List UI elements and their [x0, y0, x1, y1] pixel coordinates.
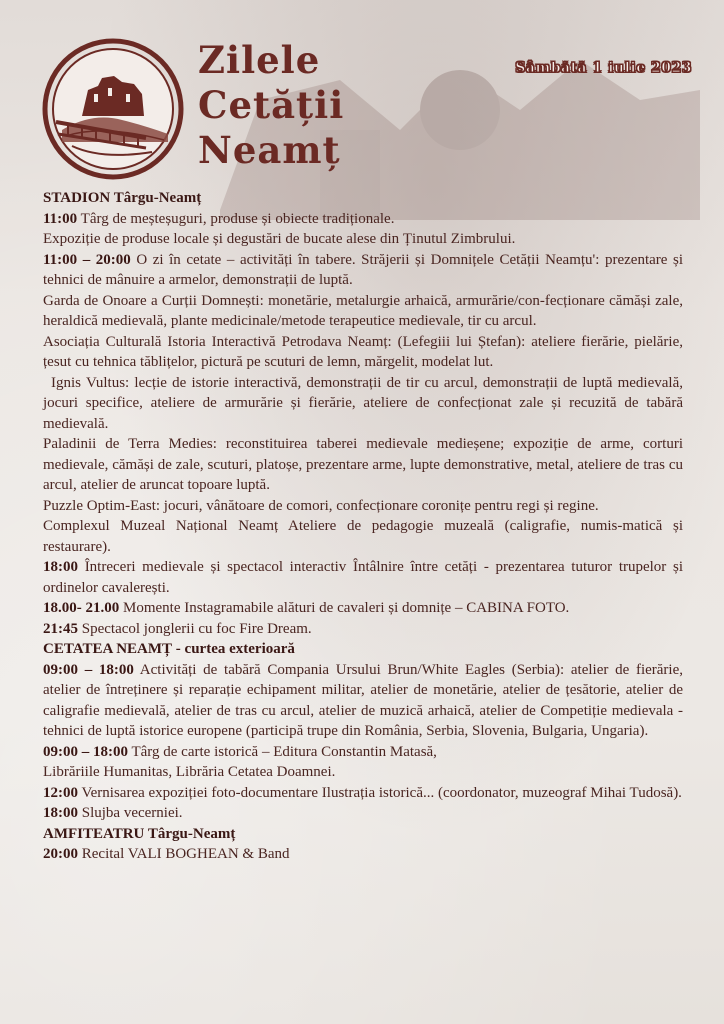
- program-description: Târg de meșteșuguri, produse și obiecte tradiționale.: [77, 210, 395, 227]
- program-description: Garda de Onoare a Curții Domnești: monetărie, metalurgie arhaică, armurărie/con-fecționare cămăși zale, heraldică medievală, plante medicinale/metode terapeutice medievale, tir cu arcul.: [43, 292, 683, 329]
- program-item: [43, 803, 683, 824]
- program-description: Puzzle Optim-East: jocuri, vânătoare de comori, confecționare coronițe pentru regi și regine.: [43, 497, 599, 514]
- program-list: [43, 188, 683, 865]
- program-item: [43, 557, 683, 598]
- program-time: 18.00- 21.00: [43, 600, 120, 616]
- program-description: Târg de carte istorică – Editura Constantin Matasă,: [128, 743, 437, 760]
- title-line-2: Cetății: [198, 83, 345, 127]
- program-description: Paladinii de Terra Medies: reconstituirea taberei medievale medieșene; expoziție de arme, corturi medievale, cămăși de zale, scuturi, platoșe, prezentare arme, lupte demonstrative, metal, ateliere de tras cu arcul, atelier de aruncat topoare luptă.: [43, 436, 683, 493]
- program-item: [43, 434, 683, 496]
- program-item: [43, 762, 683, 783]
- title-line-1: Zilele: [198, 38, 321, 82]
- program-description: Ignis Vultus: lecție de istorie interactivă, demonstrații de tir cu arcul, demonstrații de luptă medievală, jocuri specifice, ateliere de armurărie și fierărie, ateliere de confecționat zale și recuzită de tabără medievală.: [43, 374, 683, 432]
- event-date: Sâmbătă 1 iulie 2023: [515, 60, 692, 76]
- program-item: [43, 373, 683, 435]
- program-time: 11:00 – 20:00: [43, 251, 131, 268]
- fortress-emblem-icon: [42, 38, 184, 180]
- program-description: Vernisarea expoziției foto-documentare Ilustrația istorică... (coordonator, muzeograf Mihai Tudosă).: [78, 784, 682, 801]
- program-time: 11:00: [43, 210, 78, 227]
- program-item: [43, 332, 683, 373]
- section-heading: CETATEA NEAMȚ - curtea exterioară: [43, 641, 295, 657]
- program-item: [43, 496, 683, 517]
- section-heading: AMFITEATRU Târgu-Neamț: [43, 825, 236, 842]
- program-description: Momente Instagramabile alături de cavaleri și domnițe – CABINA FOTO.: [119, 600, 570, 616]
- program-description: Slujba vecerniei.: [78, 805, 183, 821]
- program-item: [43, 229, 683, 250]
- program-description: Recital VALI BOGHEAN & Band: [78, 846, 290, 862]
- program-item: [43, 291, 683, 332]
- program-item: [43, 250, 683, 291]
- title-line-3: Neamț: [198, 128, 341, 172]
- program-description: O zi în cetate – activități în tabere. Străjerii și Domnițele Cetății Neamțu': prezentare și tehnici de mânuire a armelor, demonstrații de luptă.: [43, 251, 683, 288]
- program-description: Întreceri medievale și spectacol interactiv Întâlnire între cetăți - prezentarea tuturor trupelor și ordinelor cavalerești.: [43, 559, 683, 596]
- program-time: 18:00: [43, 559, 78, 575]
- program-item: [43, 742, 683, 763]
- program-time: 18:00: [43, 805, 78, 821]
- program-description: Expoziție de produse locale și degustări de bucate alese din Ținutul Zimbrului.: [43, 231, 516, 247]
- program-time: 09:00 – 18:00: [43, 743, 128, 760]
- program-item: [43, 660, 683, 742]
- event-title: [198, 38, 344, 173]
- program-description: Asociația Culturală Istoria Interactivă Petrodava Neamț: (Lefegiii lui Ștefan): ateliere fierărie, pielărie, țesut cu tehnica tăblițelor, pictură pe scuturi de lemn, mărgelit, modelat lut.: [43, 333, 683, 370]
- program-description: Librăriile Humanitas, Librăria Cetatea Doamnei.: [43, 764, 336, 780]
- program-time: 12:00: [43, 784, 78, 801]
- program-item: [43, 516, 683, 557]
- section-heading: STADION Târgu-Neamț: [43, 190, 202, 206]
- program-time: 09:00 – 18:00: [43, 661, 134, 678]
- program-item: [43, 783, 683, 804]
- program-item: [43, 619, 683, 640]
- program-item: [43, 209, 683, 230]
- program-time: 21:45: [43, 620, 78, 637]
- program-description: Activități de tabără Compania Ursului Brun/White Eagles (Serbia): atelier de fierărie, atelier de întreținere și reparație echipament militar, atelier de monetărie, atelier de țesătorie, atelier de caligrafie medievală, atelier de tras cu arcul, atelier de muzică arhaică, atelier de Competiție medievala - tehnici de luptă istorice europene (participă trupe din România, Serbia, Slovenia, Bulgaria, Ungaria).: [43, 661, 683, 739]
- program-description: Spectacol jonglerii cu foc Fire Dream.: [78, 620, 312, 637]
- program-item: [43, 598, 683, 619]
- program-time: 20:00: [43, 846, 78, 862]
- program-description: Complexul Muzeal Național Neamț Ateliere de pedagogie muzeală (caligrafie, numis-matică și restaurare).: [43, 518, 683, 555]
- program-item: [43, 844, 683, 865]
